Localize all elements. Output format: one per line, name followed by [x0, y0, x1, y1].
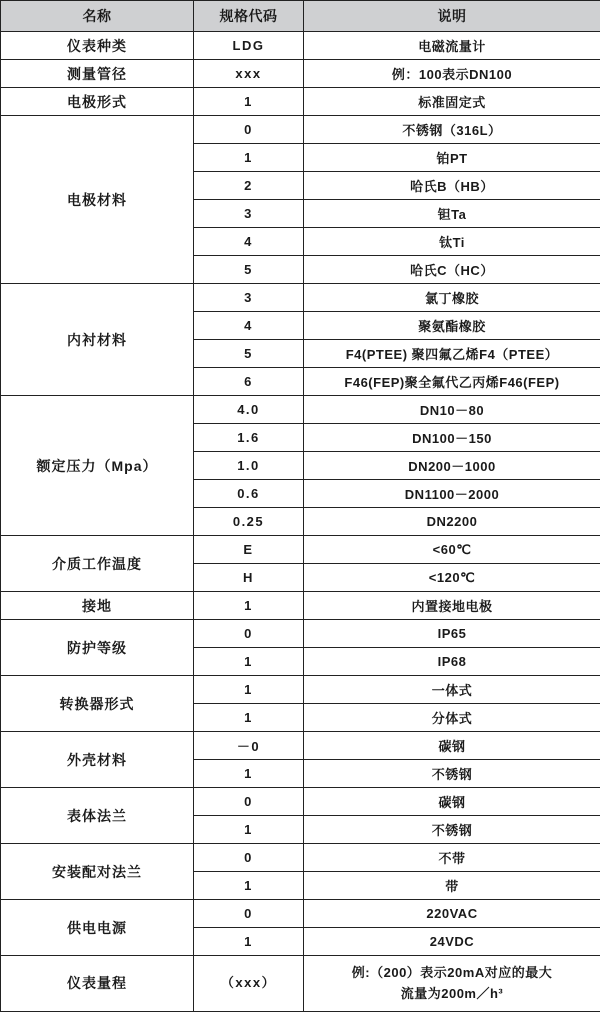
- table-row: [1, 788, 600, 816]
- row-description: 不锈钢: [304, 816, 600, 844]
- row-code: 1: [194, 676, 304, 704]
- row-code: 1.6: [194, 424, 304, 452]
- row-code: 1: [194, 872, 304, 900]
- row-code: 0.6: [194, 480, 304, 508]
- row-code: 0: [194, 844, 304, 872]
- row-description: <120℃: [304, 564, 600, 592]
- row-name: 测量管径: [1, 60, 194, 88]
- row-code: 1.0: [194, 452, 304, 480]
- row-name: 介质工作温度: [1, 536, 194, 592]
- row-code: －0: [194, 732, 304, 760]
- row-code: 1: [194, 144, 304, 172]
- row-name: 安装配对法兰: [1, 844, 194, 900]
- row-name: 转换器形式: [1, 676, 194, 732]
- row-name: 仪表量程: [1, 956, 194, 1012]
- row-code: 0.25: [194, 508, 304, 536]
- row-code: 6: [194, 368, 304, 396]
- table-row: [1, 32, 600, 60]
- row-description: DN100－150: [304, 424, 600, 452]
- row-code: E: [194, 536, 304, 564]
- row-code: 1: [194, 592, 304, 620]
- row-description: 分体式: [304, 704, 600, 732]
- row-name: 供电电源: [1, 900, 194, 956]
- row-code: 1: [194, 648, 304, 676]
- row-description: IP65: [304, 620, 600, 648]
- row-description: 带: [304, 872, 600, 900]
- row-description: <60℃: [304, 536, 600, 564]
- table-row: [1, 620, 600, 648]
- row-name: 表体法兰: [1, 788, 194, 844]
- row-name: 接地: [1, 592, 194, 620]
- table-header: [1, 1, 600, 32]
- row-name: 外壳材料: [1, 732, 194, 788]
- row-code: 4.0: [194, 396, 304, 424]
- row-description: 碳钢: [304, 788, 600, 816]
- row-description: 220VAC: [304, 900, 600, 928]
- row-code: 5: [194, 340, 304, 368]
- row-name: 电极材料: [1, 116, 194, 284]
- row-description: 不带: [304, 844, 600, 872]
- table-row: [1, 88, 600, 116]
- row-description: DN200－1000: [304, 452, 600, 480]
- row-description: 不锈钢（316L）: [304, 116, 600, 144]
- row-code: H: [194, 564, 304, 592]
- row-code: 4: [194, 228, 304, 256]
- row-code: xxx: [194, 60, 304, 88]
- row-description: 一体式: [304, 676, 600, 704]
- row-code: 0: [194, 620, 304, 648]
- row-code: LDG: [194, 32, 304, 60]
- table-row: [1, 396, 600, 424]
- row-code: 5: [194, 256, 304, 284]
- row-description: 钽Ta: [304, 200, 600, 228]
- row-code: 3: [194, 200, 304, 228]
- row-description: 不锈钢: [304, 760, 600, 788]
- row-code: 4: [194, 312, 304, 340]
- row-name: 内衬材料: [1, 284, 194, 396]
- row-code: 1: [194, 704, 304, 732]
- row-code: 0: [194, 788, 304, 816]
- row-description: 铂PT: [304, 144, 600, 172]
- header-row: [1, 1, 600, 32]
- table-row: [1, 592, 600, 620]
- row-description: 内置接地电极: [304, 592, 600, 620]
- row-description: 碳钢: [304, 732, 600, 760]
- row-description: F46(FEP)聚全氟代乙丙烯F46(FEP): [304, 368, 600, 396]
- row-code: 1: [194, 760, 304, 788]
- row-description: DN1100－2000: [304, 480, 600, 508]
- row-description: 例:（200）表示20mA对应的最大 流量为200m／h³: [304, 956, 600, 1012]
- row-description: F4(PTEE) 聚四氟乙烯F4（PTEE）: [304, 340, 600, 368]
- row-code: 2: [194, 172, 304, 200]
- row-description: DN2200: [304, 508, 600, 536]
- row-name: 仪表种类: [1, 32, 194, 60]
- row-description: DN10－80: [304, 396, 600, 424]
- table-row: [1, 900, 600, 928]
- column-header-description: 说明: [304, 1, 600, 32]
- row-code: 1: [194, 88, 304, 116]
- row-description: 氯丁橡胶: [304, 284, 600, 312]
- table-row: [1, 956, 600, 1012]
- row-code: 1: [194, 928, 304, 956]
- row-description: 例：100表示DN100: [304, 60, 600, 88]
- table-row: [1, 844, 600, 872]
- row-description: 聚氨酯橡胶: [304, 312, 600, 340]
- row-description: 哈氏B（HB）: [304, 172, 600, 200]
- row-description: 电磁流量计: [304, 32, 600, 60]
- row-description: 24VDC: [304, 928, 600, 956]
- row-code: （xxx）: [194, 956, 304, 1012]
- table-row: [1, 284, 600, 312]
- table-body: [1, 32, 600, 1012]
- column-header-code: 规格代码: [194, 1, 304, 32]
- row-name: 额定压力（Mpa）: [1, 396, 194, 536]
- row-description: 标准固定式: [304, 88, 600, 116]
- column-header-name: 名称: [1, 1, 194, 32]
- table-row: [1, 676, 600, 704]
- row-description: 哈氏C（HC）: [304, 256, 600, 284]
- row-description: IP68: [304, 648, 600, 676]
- table-row: [1, 116, 600, 144]
- row-name: 防护等级: [1, 620, 194, 676]
- row-code: 1: [194, 816, 304, 844]
- table-row: [1, 732, 600, 760]
- row-description: 钛Ti: [304, 228, 600, 256]
- row-code: 3: [194, 284, 304, 312]
- row-name: 电极形式: [1, 88, 194, 116]
- row-code: 0: [194, 900, 304, 928]
- table-row: [1, 536, 600, 564]
- table-row: [1, 60, 600, 88]
- row-code: 0: [194, 116, 304, 144]
